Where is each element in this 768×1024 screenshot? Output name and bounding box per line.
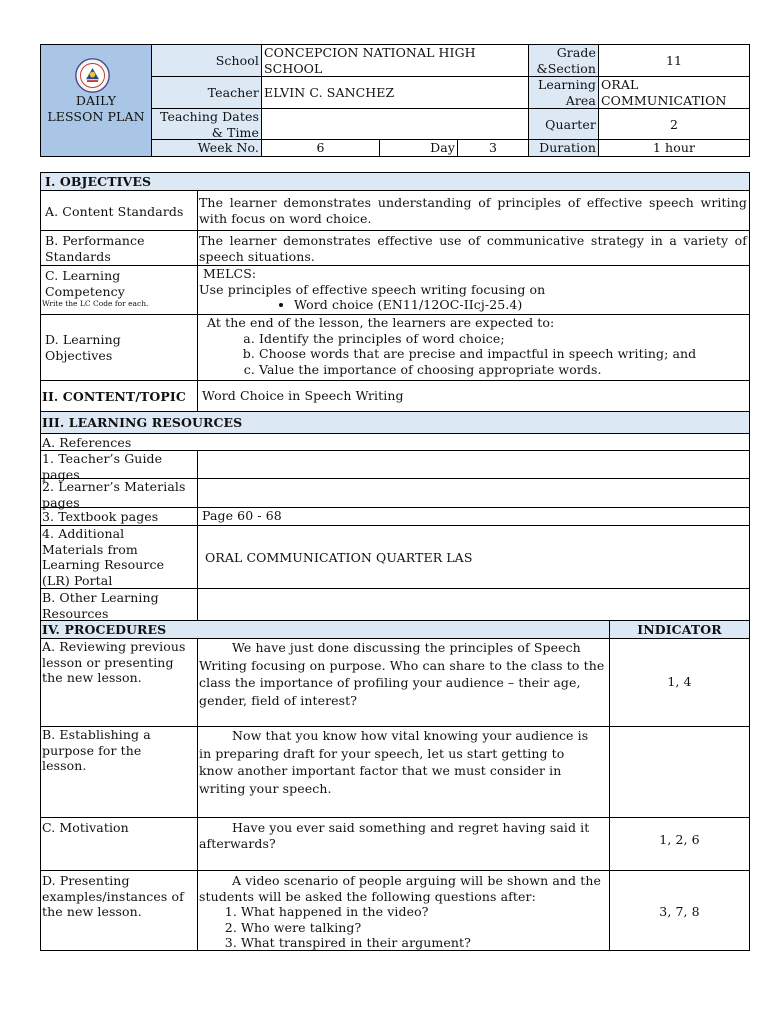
learning-obj-cell [197, 314, 750, 381]
competency-label-cell [40, 265, 198, 315]
video-question-item: 1. What happened in the video? [241, 904, 608, 920]
learning-obj-label: D. Learning Objectives [40, 314, 198, 381]
quarter-label: Quarter [528, 108, 599, 140]
dates-value [261, 108, 529, 140]
procedure-d-indicator: 3, 7, 8 [609, 870, 750, 951]
logo-cell [40, 44, 152, 157]
content-topic: Word Choice in Speech Writing [197, 380, 750, 412]
day-label: Day [379, 139, 458, 157]
additional-label: 4. Additional Materials from Learning Resource (LR) Portal [40, 525, 198, 589]
duration-label: Duration [528, 139, 599, 157]
procedure-a-label: A. Reviewing previous lesson or presenting the new lesson. [40, 638, 198, 727]
area-label: Learning Area [528, 76, 599, 109]
lm-label: 2. Learner’s Materials pages [40, 478, 198, 508]
learning-objective-item: a. Identify the principles of word choice; [259, 331, 747, 347]
duration-value: 1 hour [598, 139, 750, 157]
procedure-d-label: D. Presenting examples/instances of the new lesson. [40, 870, 198, 951]
procedure-b-label: B. Establishing a purpose for the lesson. [40, 726, 198, 818]
textbook-value: Page 60 - 68 [197, 507, 750, 526]
grade-label: Grade &Section [528, 44, 599, 77]
competency-note: Write the LC Code for each. [42, 299, 149, 308]
school-value: CONCEPCION NATIONAL HIGH SCHOOL [261, 44, 529, 77]
day-value: 3 [457, 139, 529, 157]
competency-cell [197, 265, 750, 315]
competency-bullet: • Word choice (EN11/12OC-IIcj-25.4) [294, 297, 747, 313]
video-question-item: 2. Who were talking? [241, 920, 608, 936]
week-value: 6 [261, 139, 380, 157]
school-label: School [151, 44, 262, 77]
content-heading: II. CONTENT/TOPIC [40, 380, 198, 412]
learning-objective-item: b. Choose words that are precise and impactful in speech writing; and [259, 346, 747, 362]
content-standards-label: A. Content Standards [40, 190, 198, 231]
procedure-d-text: A video scenario of people arguing will be shown and the students will be asked the following questions after: [199, 873, 601, 904]
objectives-heading: I. OBJECTIVES [40, 172, 750, 191]
indicator-heading: INDICATOR [609, 620, 750, 639]
competency-principle: Use principles of effective speech writing focusing on [199, 281, 546, 297]
procedure-a-text: We have just done discussing the principles of Speech Writing focusing on purpose. Who can share to the class to the class the importance of profiling your audience – their age, gender, field of interest? [197, 638, 610, 727]
deped-seal-icon [74, 57, 111, 94]
resources-heading: III. LEARNING RESOURCES [40, 411, 750, 434]
plan-title: DAILY LESSON PLAN [47, 93, 145, 124]
quarter-value: 2 [598, 108, 750, 140]
procedure-b-indicator [609, 726, 750, 818]
procedure-a-indicator: 1, 4 [609, 638, 750, 727]
learning-obj-intro: At the end of the lesson, the learners are expected to: [207, 315, 555, 330]
teacher-label: Teacher [151, 76, 262, 109]
additional-value: ORAL COMMUNICATION QUARTER LAS [197, 525, 750, 589]
other-label: B. Other Learning Resources [40, 588, 198, 621]
performance-label-text: B. Performance Standards [45, 233, 145, 264]
procedure-d-list [199, 904, 608, 951]
other-value [197, 588, 750, 621]
tg-label: 1. Teacher’s Guide pages [40, 450, 198, 479]
teacher-value: ELVIN C. SANCHEZ [261, 76, 529, 109]
procedure-c-label: C. Motivation [40, 817, 198, 871]
performance-text: The learner demonstrates effective use of communicative strategy in a variety of speech situations. [197, 230, 750, 266]
area-value: ORAL COMMUNICATION [598, 76, 750, 109]
grade-value: 11 [598, 44, 750, 77]
procedure-d-cell [197, 870, 610, 951]
procedures-heading: IV. PROCEDURES [40, 620, 610, 639]
procedure-c-text: Have you ever said something and regret having said it afterwards? [197, 817, 610, 871]
textbook-label: 3. Textbook pages [40, 507, 198, 526]
video-question-item: 3. What transpired in their argument? [241, 935, 608, 951]
competency-melcs: MELCS: [203, 266, 257, 281]
procedure-b-text: Now that you know how vital knowing your audience is in preparing draft for your speech, let us start getting to know another important factor that we must consider in writing your speech. [197, 726, 610, 818]
dates-label: Teaching Dates & Time [151, 108, 262, 140]
procedure-c-indicator: 1, 2, 6 [609, 817, 750, 871]
lm-value [197, 478, 750, 508]
performance-label [40, 230, 198, 266]
content-standards-text: The learner demonstrates understanding of principles of effective speech writing with focus on word choice. [197, 190, 750, 231]
tg-value [197, 450, 750, 479]
competency-label: C. Learning Competency [45, 268, 125, 299]
references-label: A. References [40, 433, 750, 451]
learning-objective-item: c. Value the importance of choosing appropriate words. [259, 362, 747, 378]
learning-obj-list [199, 331, 747, 378]
week-label: Week No. [151, 139, 262, 157]
